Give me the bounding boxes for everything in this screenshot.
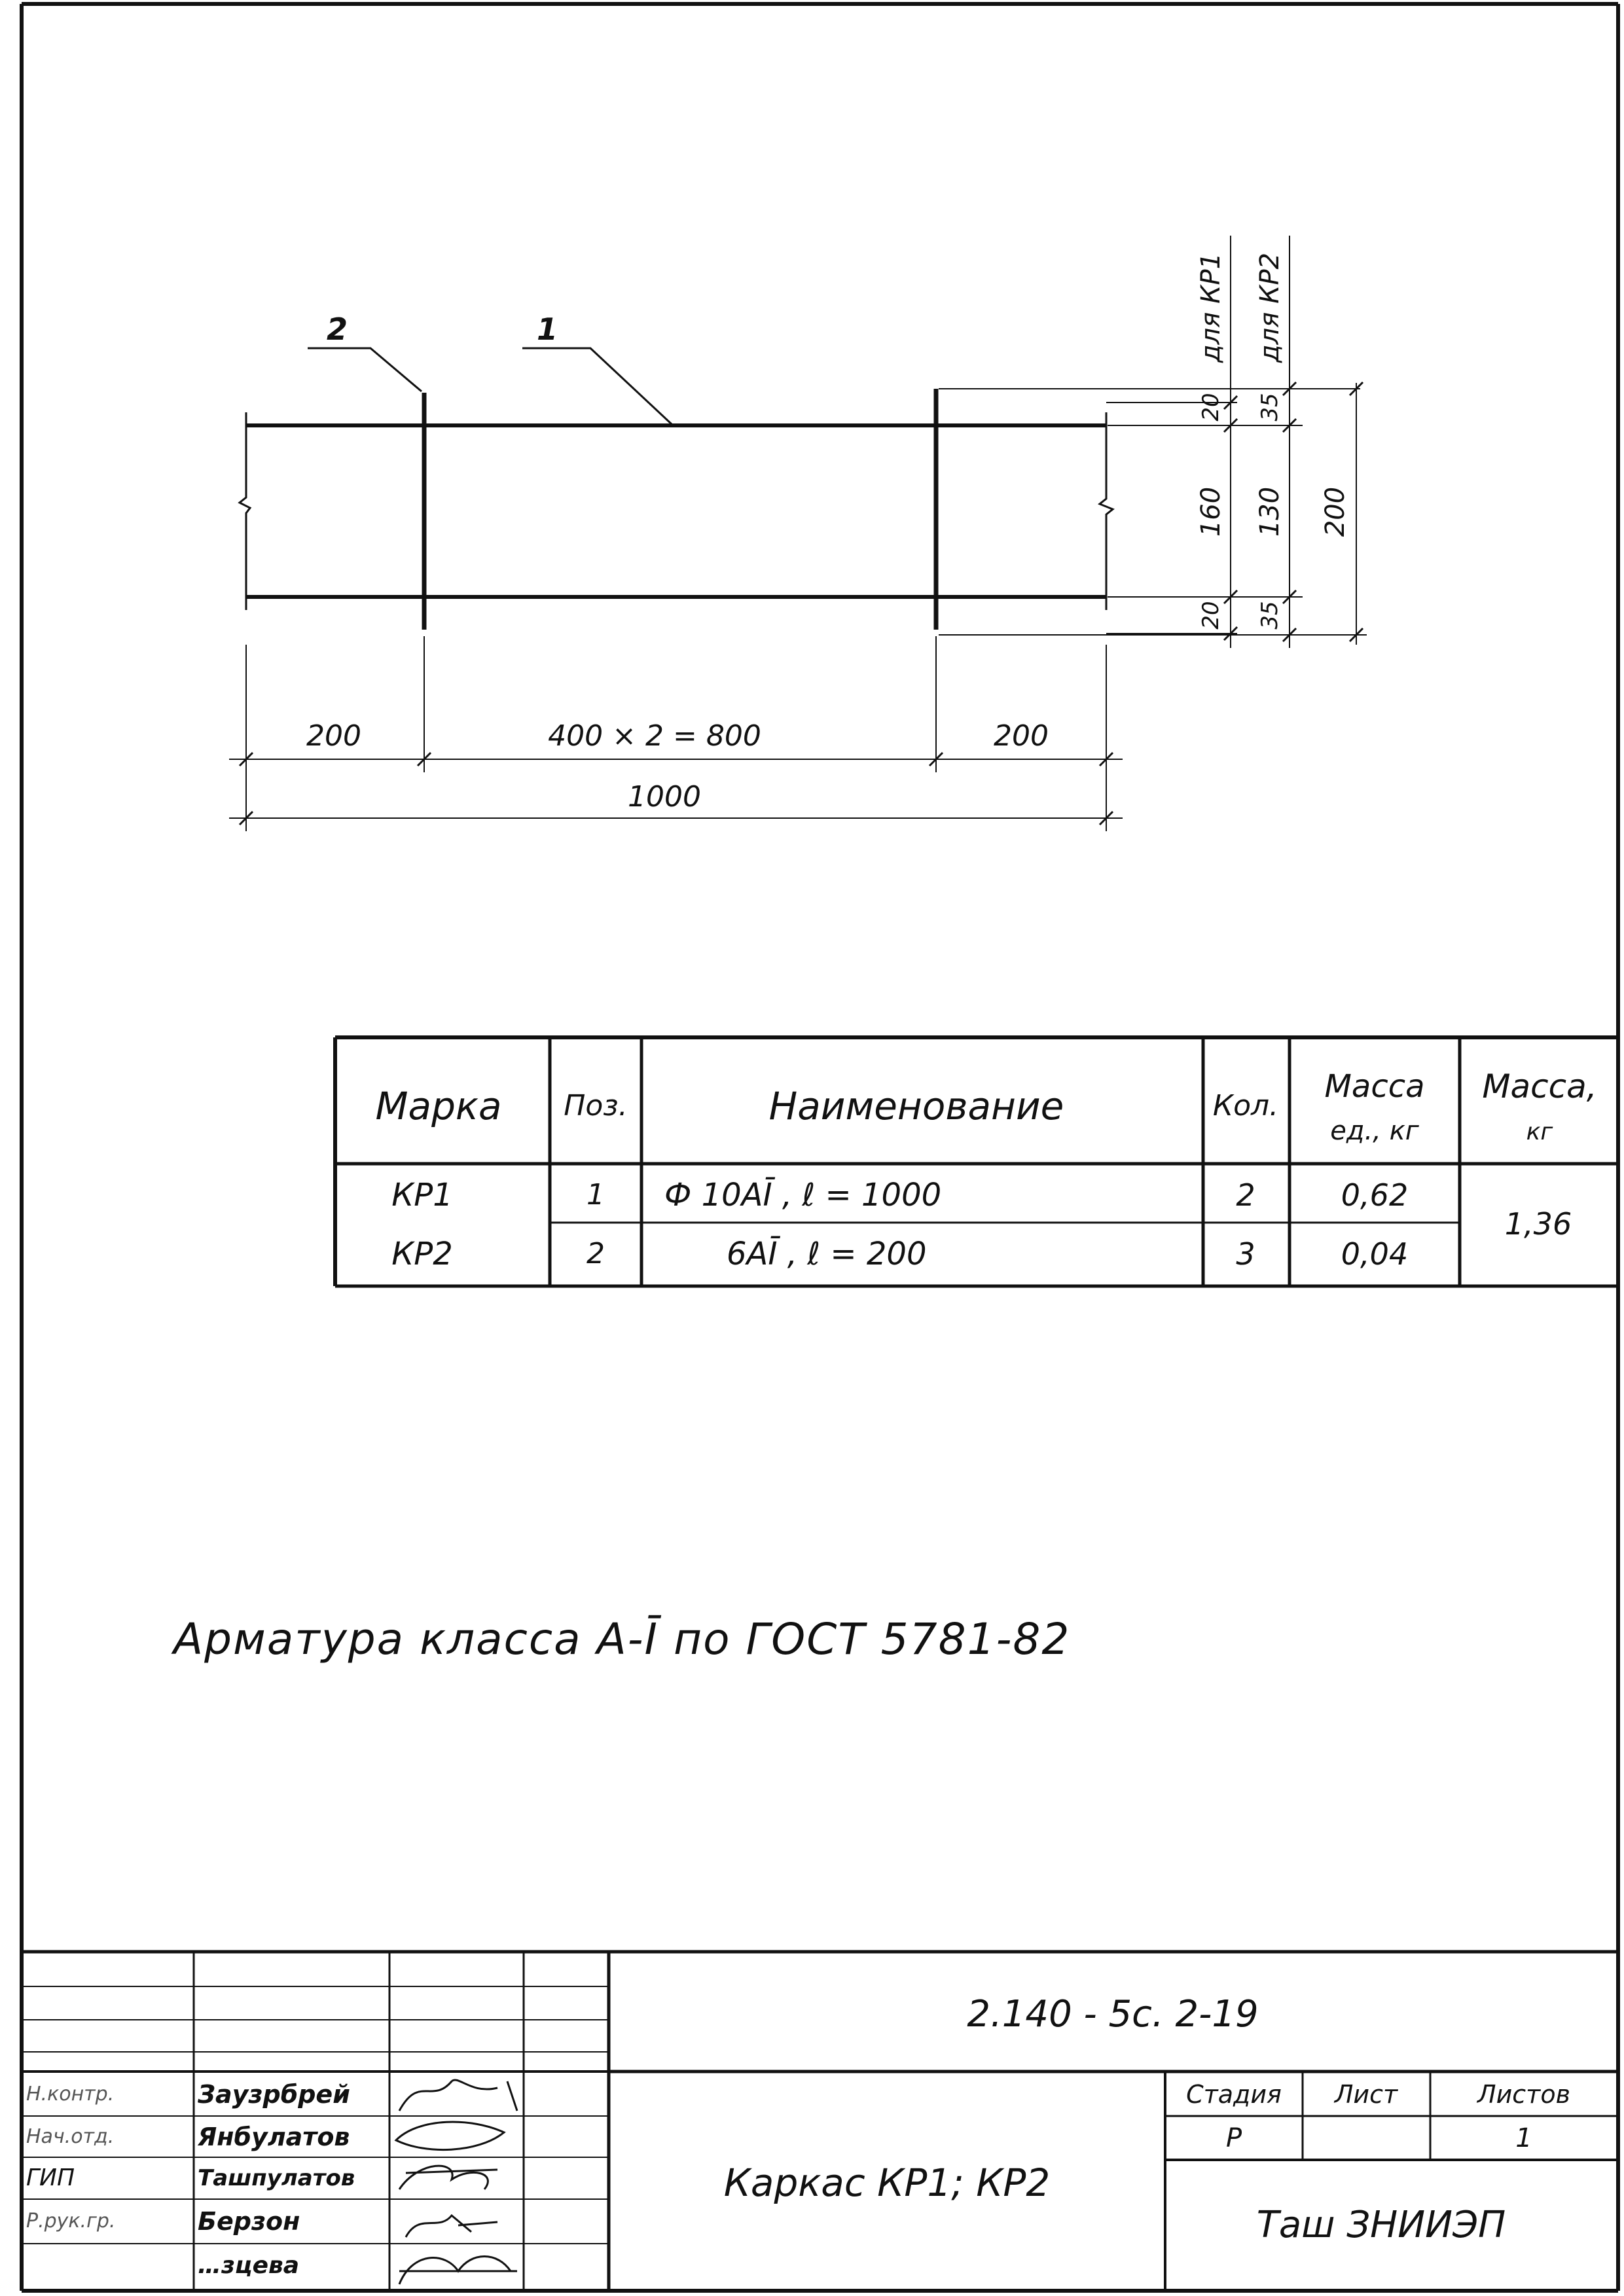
row2-name: 6АĪ , ℓ = 200 (727, 1236, 927, 1272)
break-line-right (1100, 412, 1113, 610)
drawing-title: Каркас КР1; КР2 (723, 2161, 1051, 2205)
signer-name: Берзон (198, 2207, 300, 2236)
signature-1 (399, 2080, 517, 2111)
leader-label-pos2: 2 (326, 312, 348, 347)
sheets-header: Листов (1477, 2080, 1570, 2109)
signer-name: …зцева (198, 2252, 300, 2279)
stage-value: Р (1225, 2123, 1242, 2153)
role-label: ГИП (26, 2164, 75, 2191)
signatures (396, 2080, 517, 2284)
signer-name: Янбулатов (198, 2123, 350, 2151)
role-label: Н.контр. (26, 2083, 115, 2106)
spec-table-grid (335, 1037, 1618, 1286)
row2-poz: 2 (586, 1237, 605, 1270)
dim-header-kr2: для КР2 (1255, 253, 1285, 363)
role-label: Нач.отд. (26, 2125, 115, 2148)
col-header-mass-total-2: кг (1526, 1119, 1553, 1145)
signature-2 (396, 2122, 504, 2150)
col-header-marka: Марка (375, 1084, 502, 1128)
reinforcement-note: Арматура класса А-Ī по ГОСТ 5781-82 (173, 1614, 1071, 1664)
row1-marka: КР1 (391, 1177, 453, 1213)
row1-qty: 2 (1236, 1177, 1255, 1213)
dim-kr2-bottom: 35 (1257, 601, 1283, 630)
document-code: 2.140 - 5с. 2-19 (967, 1993, 1259, 2036)
row1-mass-unit: 0,62 (1341, 1177, 1409, 1213)
dim-bottom-left: 200 (306, 719, 361, 753)
signer-name: Заузрбрей (198, 2080, 350, 2109)
row2-mass-unit: 0,04 (1341, 1236, 1409, 1272)
signature-5 (399, 2257, 517, 2285)
signer-name: Ташпулатов (198, 2165, 355, 2191)
row1-name: Ф 10АĪ , ℓ = 1000 (664, 1177, 942, 1213)
col-header-mass-total-1: Масса, (1482, 1067, 1597, 1105)
leader-pos1 (522, 348, 672, 424)
sheet-frame (22, 4, 1618, 2291)
dim-kr1-top: 20 (1198, 393, 1224, 422)
leader-pos2 (308, 348, 422, 391)
row2-marka: КР2 (391, 1236, 453, 1272)
dim-kr1-mid: 160 (1196, 486, 1226, 537)
dim-header-kr1: для КР1 (1196, 253, 1226, 363)
stage-header: Стадия (1186, 2080, 1282, 2109)
col-header-qty: Кол. (1212, 1089, 1279, 1122)
col-header-mass-unit-2: ед., кг (1330, 1116, 1419, 1146)
sheet-header: Лист (1334, 2080, 1398, 2109)
dim-bottom-middle: 400 × 2 = 800 (548, 719, 761, 753)
signature-4 (406, 2215, 497, 2237)
organization-name: Таш ЗНИИЭП (1256, 2204, 1506, 2246)
sheets-value: 1 (1515, 2123, 1532, 2153)
col-header-mass-unit-1: Масса (1324, 1068, 1425, 1105)
row2-qty: 3 (1236, 1236, 1255, 1272)
row1-poz: 1 (586, 1178, 605, 1211)
mass-total-value: 1,36 (1504, 1206, 1572, 1242)
signature-3 (399, 2166, 497, 2189)
dim-kr1-bottom: 20 (1198, 601, 1224, 630)
dim-kr2-mid: 130 (1255, 486, 1285, 537)
break-line-left (240, 412, 250, 610)
col-header-poz: Поз. (564, 1089, 628, 1122)
dim-overall: 200 (1320, 486, 1350, 537)
col-header-name: Наименование (768, 1084, 1064, 1128)
leader-label-pos1: 1 (536, 312, 558, 347)
dim-bottom-total: 1000 (628, 780, 701, 814)
dim-bottom-right: 200 (994, 719, 1049, 753)
dim-kr2-top: 35 (1257, 393, 1283, 422)
role-label: Р.рук.гр. (26, 2210, 116, 2233)
